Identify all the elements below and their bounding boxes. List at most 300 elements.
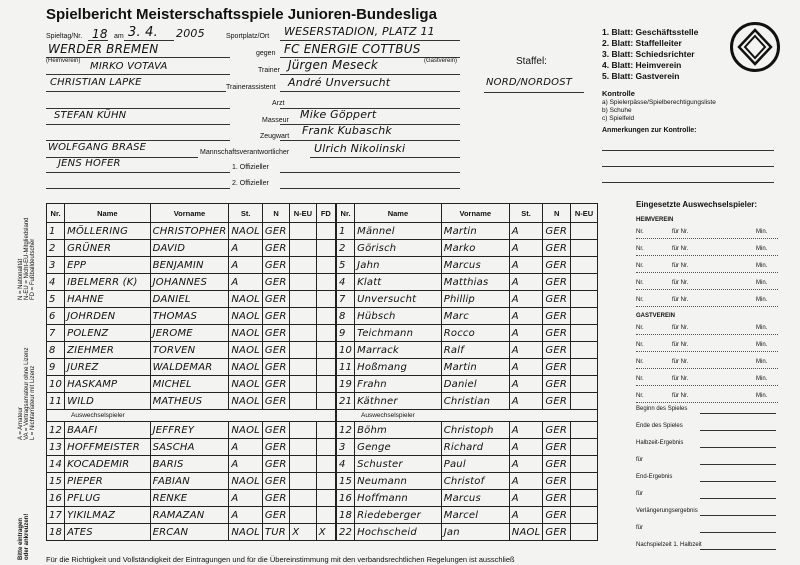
table-row [47, 393, 336, 410]
substitution-field-label: Min. [756, 280, 768, 286]
player-firstname[interactable]: JEFFREY [150, 422, 229, 439]
player-firstname[interactable]: RAMAZAN [150, 507, 229, 524]
player-firstname[interactable]: Rocco [441, 325, 509, 342]
player-status[interactable]: A [229, 456, 263, 473]
player-fd[interactable] [316, 439, 335, 456]
player-non-eu[interactable] [571, 422, 598, 439]
player-non-eu[interactable] [571, 490, 598, 507]
player-non-eu[interactable] [571, 359, 598, 376]
player-nationality[interactable]: GER [543, 274, 571, 291]
player-nationality[interactable]: GER [543, 439, 571, 456]
off1-label: 1. Offizieller [232, 164, 269, 171]
heimverein-value[interactable]: WERDER BREMEN [48, 42, 159, 56]
player-status[interactable]: A [509, 473, 543, 490]
player-firstname[interactable]: FABIAN [150, 473, 229, 490]
player-name[interactable]: Käthner [355, 393, 442, 410]
player-number[interactable]: 18 [47, 524, 65, 541]
player-name[interactable]: Böhm [355, 422, 442, 439]
table-row [47, 473, 336, 490]
player-name[interactable]: PFLUG [65, 490, 150, 507]
player-name[interactable]: Hübsch [355, 308, 442, 325]
player-firstname[interactable]: TORVEN [150, 342, 229, 359]
player-nationality[interactable]: GER [543, 422, 571, 439]
player-firstname[interactable]: Richard [441, 439, 509, 456]
player-status[interactable]: A [229, 274, 263, 291]
player-number[interactable]: 10 [47, 376, 65, 393]
player-number[interactable]: 15 [337, 473, 355, 490]
player-status[interactable]: A [509, 223, 543, 240]
player-non-eu[interactable] [571, 240, 598, 257]
table-row [47, 308, 336, 325]
player-name[interactable]: PIEPER [65, 473, 150, 490]
player-nationality[interactable]: GER [262, 376, 289, 393]
player-number[interactable]: 19 [337, 376, 355, 393]
kontrolle-title: Kontrolle [602, 89, 635, 98]
player-name[interactable]: MÖLLERING [65, 223, 150, 240]
player-firstname[interactable]: Marc [441, 308, 509, 325]
player-firstname[interactable]: SASCHA [150, 439, 229, 456]
player-fd[interactable] [316, 490, 335, 507]
player-non-eu[interactable] [290, 223, 317, 240]
table-row [47, 507, 336, 524]
player-nationality[interactable]: GER [543, 308, 571, 325]
player-name[interactable]: Neumann [355, 473, 442, 490]
player-number[interactable]: 16 [47, 490, 65, 507]
player-name[interactable]: WILD [65, 393, 150, 410]
player-status[interactable]: A [229, 507, 263, 524]
player-status[interactable]: A [509, 240, 543, 257]
player-firstname[interactable]: RENKE [150, 490, 229, 507]
zeugwart-away[interactable]: Frank Kubaschk [302, 124, 392, 137]
assistant-away[interactable]: André Unversucht [288, 76, 391, 89]
player-number[interactable]: 3 [337, 439, 355, 456]
player-name[interactable]: Hochscheid [355, 524, 442, 541]
player-non-eu[interactable] [571, 274, 598, 291]
player-nationality[interactable]: GER [262, 291, 289, 308]
player-firstname[interactable]: Christian [441, 393, 509, 410]
player-status[interactable]: NAOL [229, 473, 263, 490]
player-fd[interactable] [316, 359, 335, 376]
player-firstname[interactable]: ERCAN [150, 524, 229, 541]
player-nationality[interactable]: GER [543, 376, 571, 393]
player-name[interactable]: HAHNE [65, 291, 150, 308]
player-status[interactable]: A [509, 359, 543, 376]
table-row [47, 490, 336, 507]
sportplatz-value[interactable]: WESERSTADION, PLATZ 11 [284, 25, 435, 38]
player-non-eu[interactable] [290, 291, 317, 308]
player-nationality[interactable]: GER [262, 490, 289, 507]
player-number[interactable]: 4 [337, 274, 355, 291]
player-status[interactable]: NAOL [229, 308, 263, 325]
mv-home[interactable]: WOLFGANG BRASE [48, 142, 147, 153]
match-field-input[interactable] [700, 413, 776, 414]
player-firstname[interactable]: JOHANNES [150, 274, 229, 291]
player-nationality[interactable]: GER [262, 240, 289, 257]
player-number[interactable]: 13 [47, 439, 65, 456]
player-non-eu[interactable] [290, 359, 317, 376]
substitution-field-label: für Nr. [672, 342, 689, 348]
player-number[interactable]: 1 [47, 223, 65, 240]
substitution-field-label: Min. [756, 325, 768, 331]
table-row [337, 223, 598, 240]
gegen-label: gegen [256, 50, 276, 57]
player-firstname[interactable]: DAVID [150, 240, 229, 257]
player-non-eu[interactable] [571, 291, 598, 308]
player-number[interactable]: 9 [337, 325, 355, 342]
heimverein-section-label: HEIMVEREIN [636, 217, 674, 223]
player-name[interactable]: Männel [355, 223, 442, 240]
player-nationality[interactable]: GER [543, 325, 571, 342]
match-field-input[interactable] [700, 549, 776, 550]
masseur-away[interactable]: Mike Göppert [300, 108, 377, 121]
player-fd[interactable] [316, 308, 335, 325]
player-non-eu[interactable] [571, 308, 598, 325]
player-name[interactable]: Hoßmang [355, 359, 442, 376]
player-number[interactable]: 16 [337, 490, 355, 507]
spieltag-value[interactable]: 18 [92, 27, 108, 41]
table-header-row: Nr. Name Vorname St. N N-EU [337, 204, 598, 223]
player-number[interactable]: 4 [337, 456, 355, 473]
player-number[interactable]: 4 [47, 274, 65, 291]
player-firstname[interactable]: Marcel [441, 507, 509, 524]
player-non-eu[interactable] [290, 490, 317, 507]
match-field-input[interactable] [700, 498, 776, 499]
player-nationality[interactable]: GER [543, 507, 571, 524]
substitution-field-label: für Nr. [672, 393, 689, 399]
match-field-input[interactable] [700, 447, 776, 448]
player-nationality[interactable]: GER [262, 393, 289, 410]
player-status[interactable]: A [229, 240, 263, 257]
player-status[interactable]: A [509, 342, 543, 359]
away-team-table [336, 203, 598, 541]
player-number[interactable]: 11 [337, 359, 355, 376]
player-status[interactable]: NAOL [229, 393, 263, 410]
player-number[interactable]: 12 [47, 422, 65, 439]
mv-away[interactable]: Ulrich Nikolinski [314, 142, 406, 155]
player-name[interactable]: ZIEHMER [65, 342, 150, 359]
player-nationality[interactable]: GER [543, 240, 571, 257]
sportplatz-label: Sportplatz/Ort [226, 33, 270, 40]
player-nationality[interactable]: GER [262, 257, 289, 274]
player-fd[interactable] [316, 274, 335, 291]
player-non-eu[interactable] [571, 473, 598, 490]
player-name[interactable]: HOFFMEISTER [65, 439, 150, 456]
player-number[interactable]: 12 [337, 422, 355, 439]
player-firstname[interactable]: Martin [441, 223, 509, 240]
substitution-field-label: für Nr. [672, 263, 689, 269]
auswechsel-header-row [337, 410, 598, 422]
player-firstname[interactable]: Marcus [441, 490, 509, 507]
player-number[interactable]: 21 [337, 393, 355, 410]
player-non-eu[interactable] [571, 257, 598, 274]
player-name[interactable]: GRÜNER [65, 240, 150, 257]
player-status[interactable]: A [229, 439, 263, 456]
player-fd[interactable] [316, 342, 335, 359]
player-number[interactable]: 8 [47, 342, 65, 359]
player-number[interactable]: 9 [47, 359, 65, 376]
player-status[interactable]: A [509, 490, 543, 507]
player-firstname[interactable]: Martin [441, 359, 509, 376]
player-number[interactable]: 22 [337, 524, 355, 541]
player-non-eu[interactable] [571, 325, 598, 342]
player-non-eu[interactable]: X [290, 524, 317, 541]
player-name[interactable]: Hoffmann [355, 490, 442, 507]
anmerkungen-label: Anmerkungen zur Kontrolle: [602, 127, 697, 134]
player-number[interactable]: 8 [337, 308, 355, 325]
player-nationality[interactable]: GER [543, 393, 571, 410]
player-status[interactable]: A [509, 308, 543, 325]
player-firstname[interactable]: Daniel [441, 376, 509, 393]
player-number[interactable]: 2 [337, 240, 355, 257]
player-fd[interactable]: X [316, 524, 335, 541]
legend-instructions: Bitte eintragen oder ankreuzen! [18, 513, 30, 560]
player-status[interactable]: A [509, 376, 543, 393]
assistant-home[interactable]: CHRISTIAN LAPKE [50, 77, 142, 88]
masseur-home[interactable]: STEFAN KÜHN [54, 110, 127, 121]
player-nationality[interactable]: GER [262, 507, 289, 524]
substitution-field-label: Min. [756, 342, 768, 348]
player-status[interactable]: A [509, 456, 543, 473]
player-non-eu[interactable] [571, 223, 598, 240]
match-field-label: für [636, 525, 644, 531]
player-name[interactable]: Riedeberger [355, 507, 442, 524]
player-status[interactable]: NAOL [509, 524, 543, 541]
player-non-eu[interactable] [571, 393, 598, 410]
player-status[interactable]: NAOL [229, 422, 263, 439]
player-non-eu[interactable] [571, 439, 598, 456]
player-fd[interactable] [316, 325, 335, 342]
player-fd[interactable] [316, 240, 335, 257]
player-non-eu[interactable] [290, 456, 317, 473]
off1-home[interactable]: JENS HÖFER [58, 158, 121, 169]
player-non-eu[interactable] [290, 257, 317, 274]
player-status[interactable]: A [509, 274, 543, 291]
player-fd[interactable] [316, 456, 335, 473]
player-firstname[interactable]: Christof [441, 473, 509, 490]
player-status[interactable]: A [509, 291, 543, 308]
player-name[interactable]: Teichmann [355, 325, 442, 342]
player-name[interactable]: Jahn [355, 257, 442, 274]
player-number[interactable]: 14 [47, 456, 65, 473]
player-name[interactable]: JOHRDEN [65, 308, 150, 325]
player-status[interactable]: A [509, 257, 543, 274]
player-name[interactable]: Marrack [355, 342, 442, 359]
player-name[interactable]: ATES [65, 524, 150, 541]
player-non-eu[interactable] [290, 308, 317, 325]
player-status[interactable]: NAOL [229, 342, 263, 359]
player-firstname[interactable]: Phillip [441, 291, 509, 308]
player-non-eu[interactable] [290, 507, 317, 524]
player-firstname[interactable]: CHRISTOPHER [150, 223, 229, 240]
player-fd[interactable] [316, 393, 335, 410]
substitution-field-label: Nr. [636, 325, 644, 331]
player-non-eu[interactable] [571, 456, 598, 473]
player-firstname[interactable]: Paul [441, 456, 509, 473]
player-name[interactable]: Klatt [355, 274, 442, 291]
player-status[interactable]: A [509, 507, 543, 524]
player-fd[interactable] [316, 223, 335, 240]
player-non-eu[interactable] [290, 422, 317, 439]
table-row [337, 359, 598, 376]
player-non-eu[interactable] [290, 240, 317, 257]
player-number[interactable]: 10 [337, 342, 355, 359]
player-nationality[interactable]: GER [262, 308, 289, 325]
player-fd[interactable] [316, 257, 335, 274]
player-nationality[interactable]: GER [262, 342, 289, 359]
match-field-input[interactable] [700, 515, 776, 516]
player-status[interactable]: A [229, 490, 263, 507]
player-nationality[interactable]: GER [543, 342, 571, 359]
substitution-field-label: für Nr. [672, 246, 689, 252]
player-number[interactable]: 7 [337, 291, 355, 308]
player-non-eu[interactable] [571, 342, 598, 359]
player-status[interactable]: NAOL [229, 291, 263, 308]
player-non-eu[interactable] [290, 342, 317, 359]
substitution-field-label: für Nr. [672, 280, 689, 286]
player-number[interactable]: 18 [337, 507, 355, 524]
player-nationality[interactable]: GER [262, 223, 289, 240]
player-number[interactable]: 15 [47, 473, 65, 490]
player-nationality[interactable]: GER [543, 524, 571, 541]
match-field-input[interactable] [700, 464, 776, 465]
player-nationality[interactable]: GER [543, 291, 571, 308]
player-firstname[interactable]: Marko [441, 240, 509, 257]
player-number[interactable]: 3 [47, 257, 65, 274]
trainer-away[interactable]: Jürgen Meseck [288, 58, 379, 72]
table-row [337, 456, 598, 473]
player-fd[interactable] [316, 422, 335, 439]
player-name[interactable]: EPP [65, 257, 150, 274]
player-firstname[interactable]: Jan [441, 524, 509, 541]
player-firstname[interactable]: MICHEL [150, 376, 229, 393]
player-nationality[interactable]: GER [262, 325, 289, 342]
trainer-home[interactable]: MIRKO VOTAVA [90, 61, 168, 72]
player-non-eu[interactable] [571, 507, 598, 524]
player-name[interactable]: POLENZ [65, 325, 150, 342]
table-row [47, 223, 336, 240]
player-number[interactable]: 7 [47, 325, 65, 342]
table-row [337, 240, 598, 257]
player-firstname[interactable]: BARIS [150, 456, 229, 473]
player-nationality[interactable]: TUR [262, 524, 289, 541]
player-number[interactable]: 2 [47, 240, 65, 257]
player-firstname[interactable]: Ralf [441, 342, 509, 359]
player-name[interactable]: YIKILMAZ [65, 507, 150, 524]
player-status[interactable]: A [229, 257, 263, 274]
player-nationality[interactable]: GER [262, 456, 289, 473]
player-status[interactable]: A [509, 439, 543, 456]
player-non-eu[interactable] [290, 376, 317, 393]
player-fd[interactable] [316, 291, 335, 308]
player-fd[interactable] [316, 376, 335, 393]
match-field-input[interactable] [700, 430, 776, 431]
player-non-eu[interactable] [290, 274, 317, 291]
player-non-eu[interactable] [290, 325, 317, 342]
table-row [47, 274, 336, 291]
substitution-field-label: für Nr. [672, 325, 689, 331]
player-name[interactable]: Görisch [355, 240, 442, 257]
player-nationality[interactable]: GER [543, 223, 571, 240]
player-nationality[interactable]: GER [543, 257, 571, 274]
player-status[interactable]: NAOL [229, 223, 263, 240]
player-number[interactable]: 6 [47, 308, 65, 325]
match-field-input[interactable] [700, 481, 776, 482]
player-name[interactable]: HASKAMP [65, 376, 150, 393]
player-nationality[interactable]: GER [262, 422, 289, 439]
player-name[interactable]: Schuster [355, 456, 442, 473]
player-number[interactable]: 17 [47, 507, 65, 524]
player-firstname[interactable]: Marcus [441, 257, 509, 274]
player-nationality[interactable]: GER [262, 274, 289, 291]
player-non-eu[interactable] [290, 439, 317, 456]
player-non-eu[interactable] [571, 376, 598, 393]
player-nationality[interactable]: GER [543, 490, 571, 507]
player-firstname[interactable]: Matthias [441, 274, 509, 291]
player-name[interactable]: BAAFI [65, 422, 150, 439]
player-fd[interactable] [316, 507, 335, 524]
assistant-label: Trainerassistent [226, 84, 276, 91]
player-name[interactable]: Frahn [355, 376, 442, 393]
player-status[interactable]: NAOL [229, 524, 263, 541]
match-field-label: Halbzeit-Ergebnis [636, 440, 684, 446]
auswechsel-label: Auswechselspieler [47, 410, 336, 422]
table-row [47, 240, 336, 257]
player-firstname[interactable]: THOMAS [150, 308, 229, 325]
player-number[interactable]: 5 [47, 291, 65, 308]
table-row [47, 291, 336, 308]
player-firstname[interactable]: JEROME [150, 325, 229, 342]
player-nationality[interactable]: GER [543, 456, 571, 473]
player-nationality[interactable]: GER [262, 359, 289, 376]
player-number[interactable]: 5 [337, 257, 355, 274]
player-name[interactable]: JUREZ [65, 359, 150, 376]
staffel-value[interactable]: NORD/NORDOST [486, 77, 573, 88]
player-status[interactable]: A [509, 325, 543, 342]
gastverein-value[interactable]: FC ENERGIE COTTBUS [284, 42, 421, 56]
player-nationality[interactable]: GER [543, 473, 571, 490]
player-nationality[interactable]: GER [262, 473, 289, 490]
player-status[interactable]: NAOL [229, 325, 263, 342]
player-status[interactable]: NAOL [229, 376, 263, 393]
player-nationality[interactable]: GER [262, 439, 289, 456]
player-name[interactable]: KOCADEMIR [65, 456, 150, 473]
player-status[interactable]: A [509, 393, 543, 410]
player-firstname[interactable]: WALDEMAR [150, 359, 229, 376]
player-firstname[interactable]: DANIEL [150, 291, 229, 308]
table-row [337, 291, 598, 308]
match-field-label: Nachspielzeit 1. Halbzeit [636, 542, 702, 548]
player-number[interactable]: 11 [47, 393, 65, 410]
date-value[interactable]: 3. 4. [128, 25, 158, 40]
player-status[interactable]: A [509, 422, 543, 439]
player-fd[interactable] [316, 473, 335, 490]
player-nationality[interactable]: GER [543, 359, 571, 376]
player-name[interactable]: Genge [355, 439, 442, 456]
player-non-eu[interactable] [571, 524, 598, 541]
player-status[interactable]: NAOL [229, 359, 263, 376]
player-firstname[interactable]: Christoph [441, 422, 509, 439]
substitution-field-label: für Nr. [672, 229, 689, 235]
player-firstname[interactable]: BENJAMIN [150, 257, 229, 274]
player-name[interactable]: IBELMERR (K) [65, 274, 150, 291]
match-field-label: für [636, 491, 644, 497]
player-name[interactable]: Unversucht [355, 291, 442, 308]
player-number[interactable]: 1 [337, 223, 355, 240]
player-non-eu[interactable] [290, 473, 317, 490]
match-field-input[interactable] [700, 532, 776, 533]
player-firstname[interactable]: MATHEUS [150, 393, 229, 410]
player-non-eu[interactable] [290, 393, 317, 410]
